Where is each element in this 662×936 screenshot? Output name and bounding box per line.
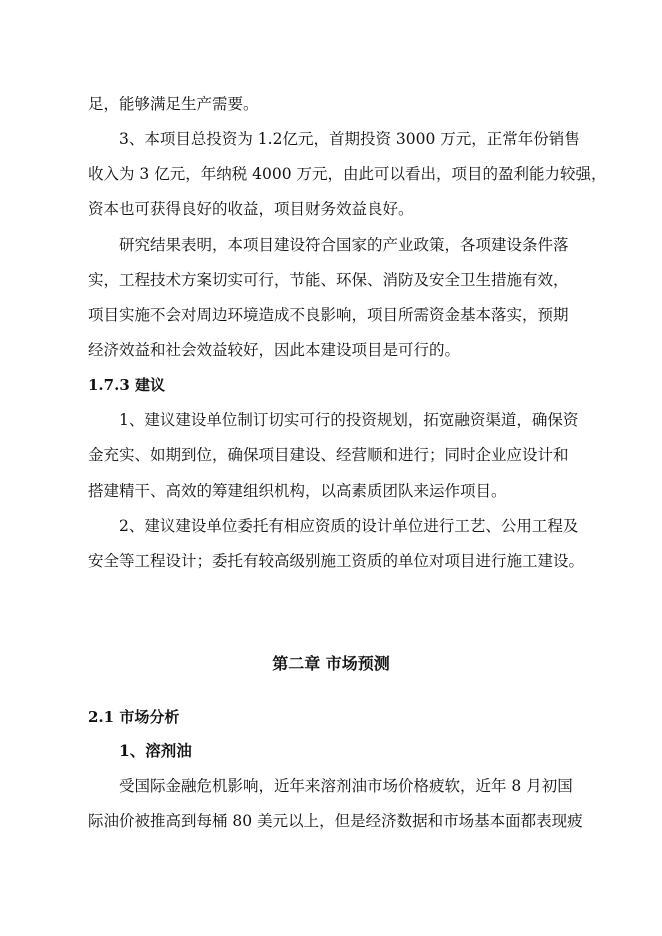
section-heading-2-1: 2.1 市场分析 (88, 708, 180, 726)
paragraph-line: 收入为 3 亿元，年纳税 4000 万元，由此可以看出，项目的盈利能力较强， (88, 165, 607, 183)
paragraph-line: 资本也可获得良好的收益，项目财务效益良好。 (88, 200, 414, 218)
chapter-title: 第二章 市场预测 (272, 654, 390, 673)
subsection-heading: 1、溶剂油 (119, 741, 192, 760)
section-heading-1-7-3: 1.7.3 建议 (88, 376, 165, 394)
paragraph-line: 项目实施不会对周边环境造成不良影响，项目所需资金基本落实，预期 (88, 306, 569, 324)
paragraph-line: 1、建议建设单位制订切实可行的投资规划，拓宽融资渠道，确保资 (119, 411, 579, 429)
paragraph-line: 际油价被推高到每桶 80 美元以上，但是经济数据和市场基本面都表现疲 (88, 812, 583, 830)
paragraph-line: 经济效益和社会效益较好，因此本建设项目是可行的。 (88, 341, 461, 359)
paragraph-line: 3、本项目总投资为 1.2亿元，首期投资 3000 万元，正常年份销售 (119, 130, 580, 148)
paragraph-line: 实，工程技术方案切实可行，节能、环保、消防及安全卫生措施有效， (88, 271, 569, 289)
paragraph-line: 安全等工程设计；委托有较高级别施工资质的单位对项目进行施工建设。 (88, 552, 585, 570)
paragraph-line: 研究结果表明，本项目建设符合国家的产业政策，各项建设条件落 (119, 236, 569, 254)
paragraph-line: 受国际金融危机影响，近年来溶剂油市场价格疲软，近年 8 月初国 (119, 777, 573, 795)
paragraph-line: 搭建精干、高效的筹建组织机构，以高素质团队来运作项目。 (88, 482, 507, 500)
paragraph-line: 足，能够满足生产需要。 (88, 95, 259, 113)
paragraph-line: 2、建议建设单位委托有相应资质的设计单位进行工艺、公用工程及 (119, 517, 579, 535)
paragraph-line: 金充实、如期到位，确保项目建设、经营顺和进行；同时企业应设计和 (88, 446, 569, 464)
